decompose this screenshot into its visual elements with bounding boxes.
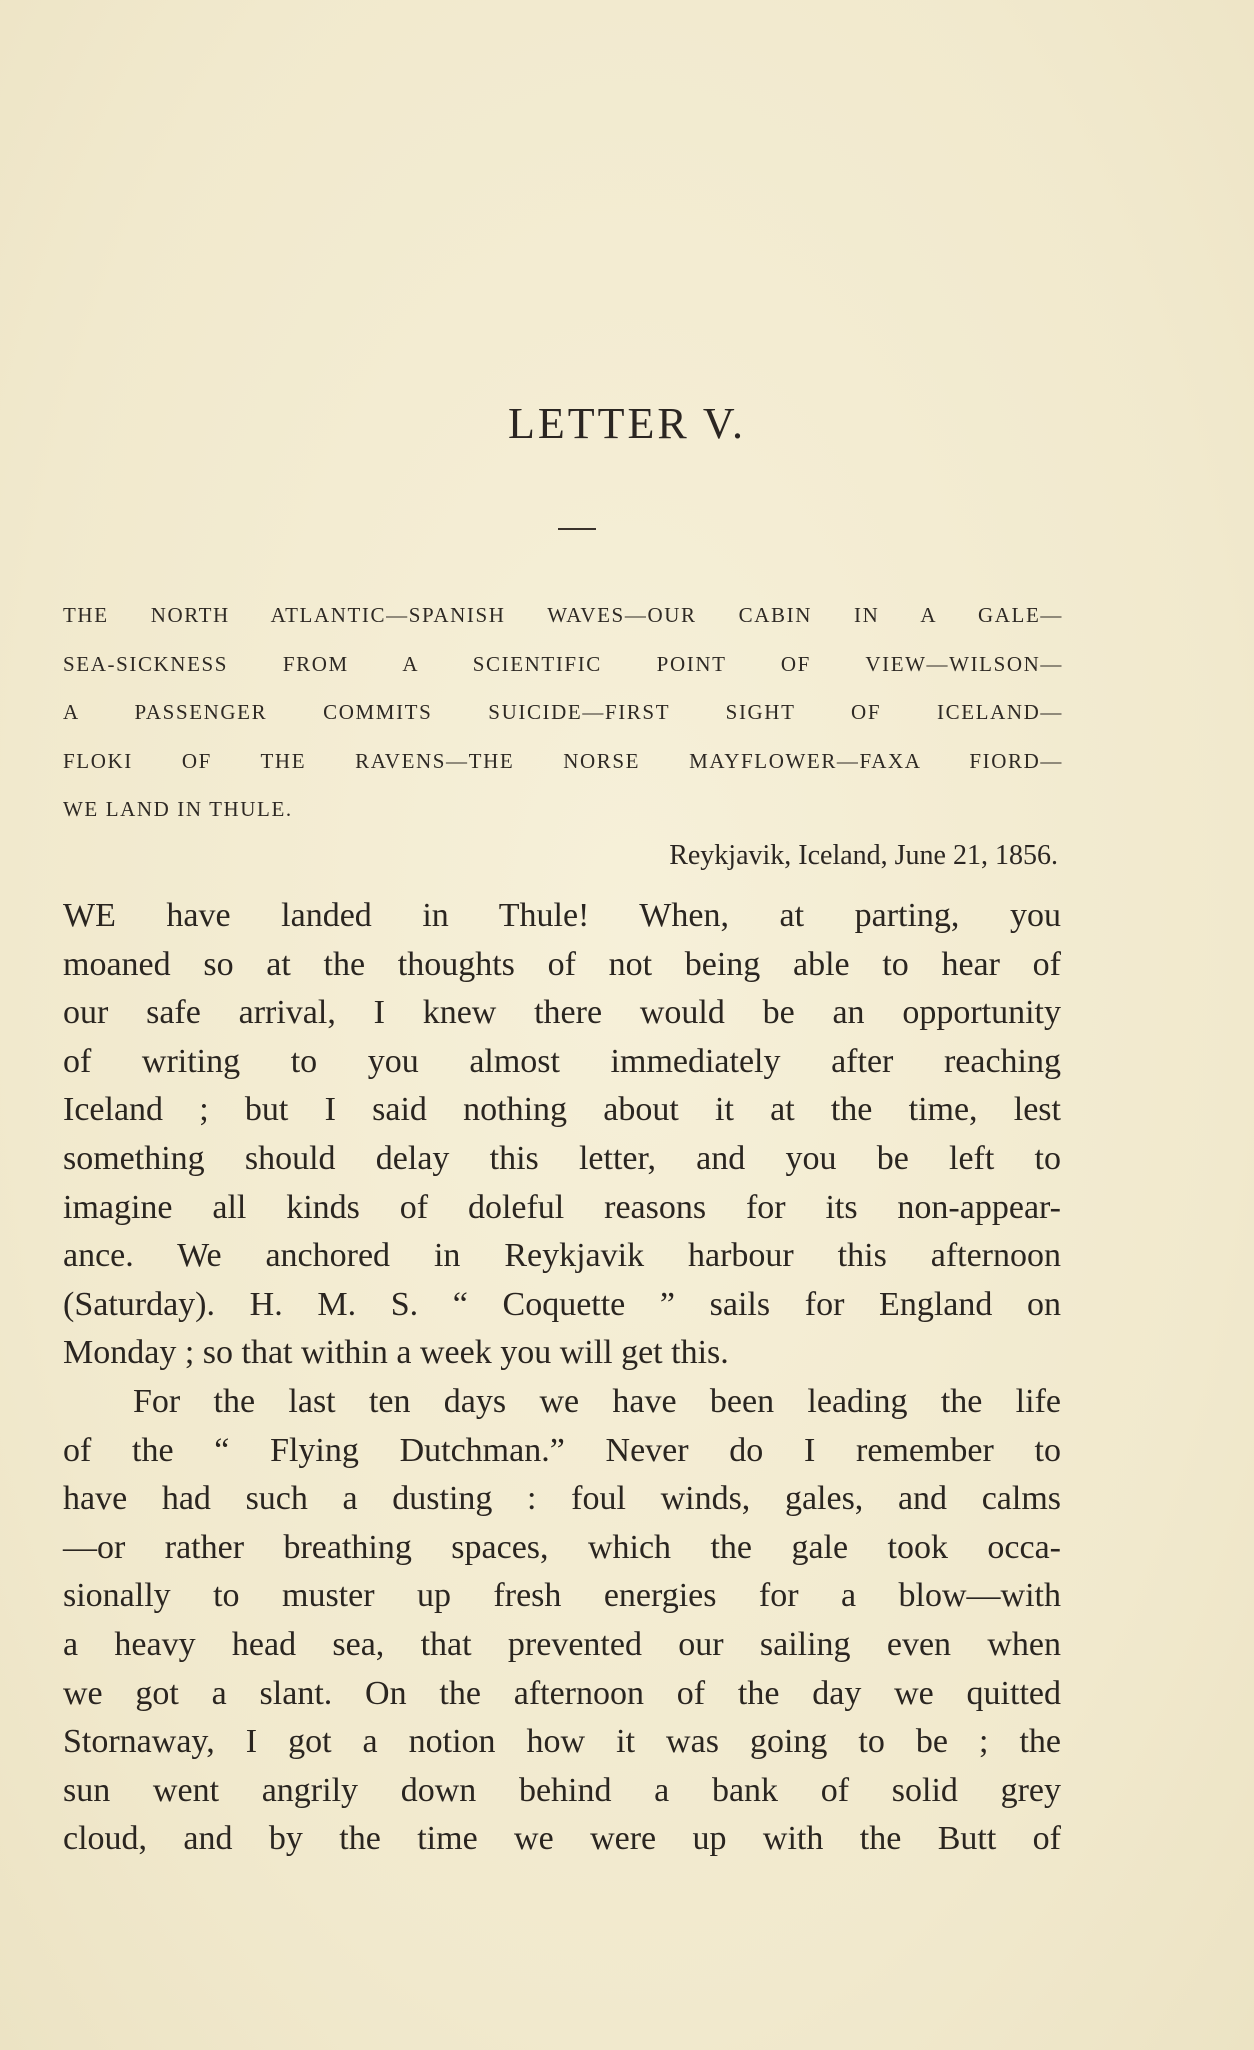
text-line: of the “ Flying Dutchman.” Never do I remember to — [63, 1431, 1061, 1469]
chapter-synopsis — [63, 603, 1063, 846]
text-line: Iceland ; but I said nothing about it at the time, lest — [63, 1091, 1061, 1129]
text-line: moaned so at the thoughts of not being able to hear of — [63, 945, 1061, 983]
text-line: something should delay this letter, and you be left to — [63, 1139, 1061, 1177]
synopsis-line: A PASSENGER COMMITS SUICIDE—FIRST SIGHT OF ICELAND— — [63, 700, 1063, 724]
text-line: of writing to you almost immediately after reaching — [63, 1042, 1061, 1080]
letter-body — [63, 892, 1061, 1864]
text-line: imagine all kinds of doleful reasons for its non-appear- — [63, 1188, 1061, 1226]
synopsis-line: WE LAND IN THULE. — [63, 797, 293, 821]
heading-rule — [558, 528, 596, 530]
text-line: our safe arrival, I knew there would be an opportunity — [63, 994, 1061, 1032]
text-line: we got a slant. On the afternoon of the day we quitted — [63, 1674, 1061, 1712]
text-line: sionally to muster up fresh energies for a blow—with — [63, 1577, 1061, 1615]
text-line: ance. We anchored in Reykjavik harbour this afternoon — [63, 1237, 1061, 1275]
text-line: (Saturday). H. M. S. “ Coquette ” sails for England on — [63, 1285, 1061, 1323]
text-line: have had such a dusting : foul winds, gales, and calms — [63, 1480, 1061, 1518]
synopsis-line: THE NORTH ATLANTIC—SPANISH WAVES—OUR CABIN IN A GALE— — [63, 603, 1063, 627]
text-line: WE have landed in Thule! When, at parting, you — [63, 897, 1061, 934]
dateline: Reykjavik, Iceland, June 21, 1856. — [669, 840, 1058, 871]
synopsis-line: SEA-SICKNESS FROM A SCIENTIFIC POINT OF VIEW—WILSON— — [63, 651, 1063, 676]
text-line: For the last ten days we have been leading the life — [133, 1382, 1061, 1420]
text-line: cloud, and by the time we were up with the Butt of — [63, 1820, 1061, 1858]
text-line: —or rather breathing spaces, which the gale took occa- — [63, 1528, 1061, 1566]
text-line: sun went angrily down behind a bank of solid grey — [63, 1771, 1061, 1809]
text-line: a heavy head sea, that prevented our sailing even when — [63, 1625, 1061, 1663]
synopsis-line: FLOKI OF THE RAVENS—THE NORSE MAYFLOWER—FAXA FIORD— — [63, 748, 1063, 773]
text-line: Monday ; so that within a week you will get this. — [63, 1334, 729, 1372]
text-line: Stornaway, I got a notion how it was going to be ; the — [63, 1723, 1061, 1761]
letter-heading: LETTER V. — [507, 399, 747, 448]
